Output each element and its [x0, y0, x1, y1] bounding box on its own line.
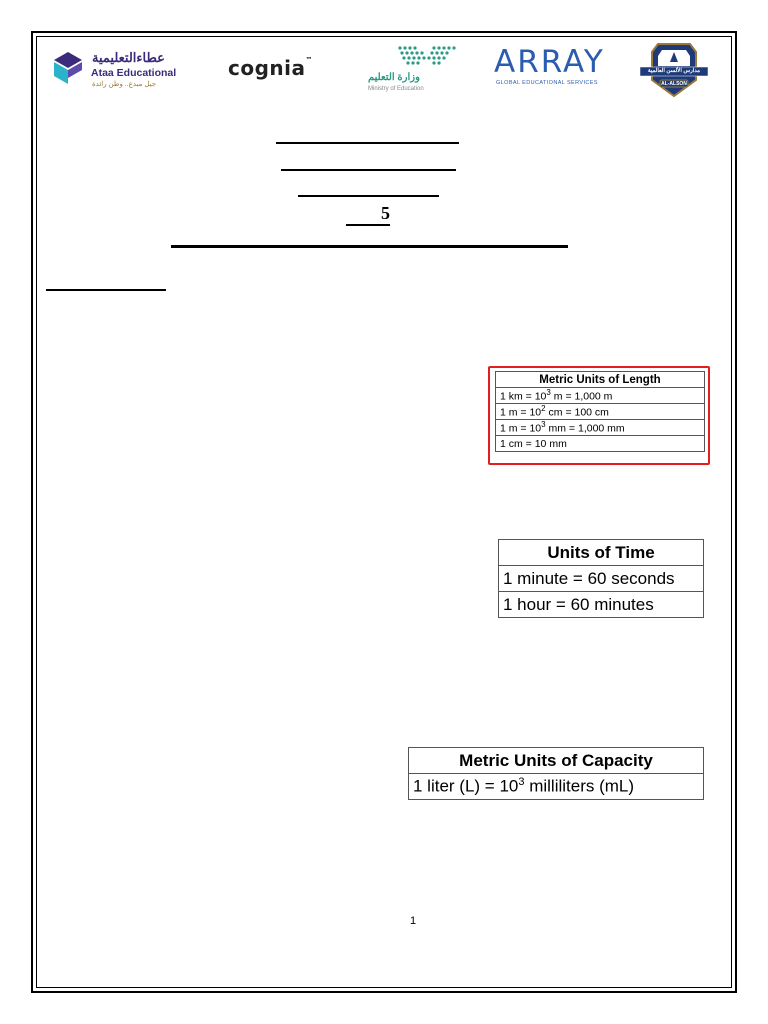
length-table-title: Metric Units of Length: [496, 372, 705, 388]
time-table-title: Units of Time: [499, 540, 704, 566]
table-row: [496, 404, 705, 420]
length-row-4: 1 cm = 10 mm: [496, 436, 705, 452]
length-table: [495, 371, 705, 452]
time-row-1: 1 minute = 60 seconds: [499, 566, 704, 592]
unit-number-text: 5: [381, 203, 390, 223]
title-line-long: [171, 245, 568, 248]
section-heading-line: [46, 289, 166, 291]
moe-arabic-name: وزارة التعليم: [368, 72, 420, 83]
table-row: [496, 420, 705, 436]
moe-english-name: Ministry of Education: [368, 86, 424, 92]
array-subtitle: GLOBAL EDUCATIONAL SERVICES: [496, 80, 598, 86]
moe-dots-icon: [394, 44, 460, 70]
page-border-inner: [36, 36, 732, 988]
ataa-logo: [50, 48, 180, 93]
length-row-3: 1 $m = 10^3$ mm = 1,000 mm: [496, 420, 705, 436]
capacity-table: [408, 747, 704, 800]
title-line-3: [298, 195, 439, 197]
capacity-row-1: 1 liter $(L) = 10^3$ milliliters (mL): [409, 774, 704, 800]
alson-arabic-name: مدارس الألسن العالمية: [647, 68, 701, 74]
array-wordmark: ARRAY: [494, 44, 605, 80]
capacity-table-title: Metric Units of Capacity: [409, 748, 704, 774]
length-row-2: 1 $m = 10^2$ cm = 100 cm: [496, 404, 705, 420]
title-line-2: [281, 169, 456, 171]
cognia-logo: [228, 56, 313, 80]
time-row-2: 1 hour = 60 minutes: [499, 592, 704, 618]
length-row-1: 1 km = $10^3$ m = 1,000 m: [496, 388, 705, 404]
array-logo: [494, 44, 614, 94]
table-row: [499, 566, 704, 592]
alson-logo: [638, 40, 710, 100]
cognia-wordmark: cognia: [228, 56, 306, 80]
unit-number: [346, 202, 390, 226]
moe-logo: [360, 44, 465, 94]
ataa-tagline: جيل مبدع.. وطن رائدة: [92, 81, 157, 88]
table-row: [409, 774, 704, 800]
ataa-emblem-icon: [50, 50, 84, 86]
cognia-trademark: ™: [305, 56, 314, 64]
title-line-1: [276, 142, 459, 144]
time-table: [498, 539, 704, 618]
page-number: 1: [410, 915, 417, 927]
table-row: [496, 388, 705, 404]
alson-english-name: AL-ALSON: [661, 80, 687, 87]
ataa-arabic-name: عطاءالتعليمية: [92, 50, 165, 65]
table-row: [496, 436, 705, 452]
table-row: [499, 592, 704, 618]
ataa-english-name: Ataa Educational: [91, 67, 177, 79]
